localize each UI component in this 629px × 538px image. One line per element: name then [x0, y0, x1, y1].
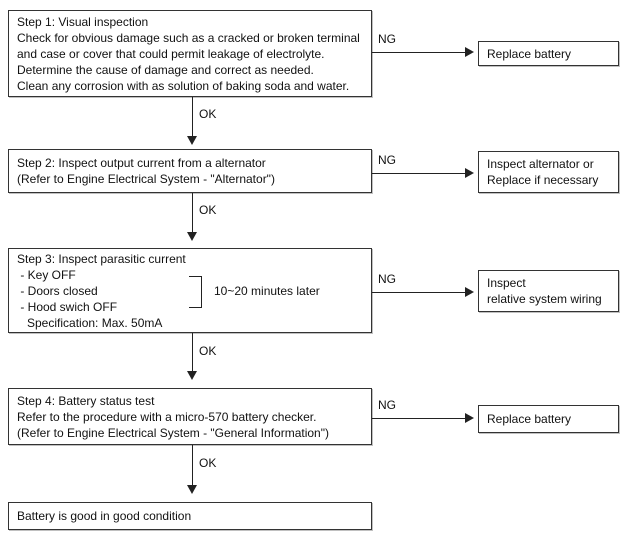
ng-arrow-3-line — [372, 292, 465, 293]
step-4-line-2: Refer to the procedure with a micro-570 battery checker. — [17, 409, 317, 424]
step-1-line-1: Step 1: Visual inspection — [17, 14, 149, 29]
ng-action-1-line-1: Replace battery — [487, 46, 572, 61]
ok-label-2: OK — [199, 203, 217, 217]
ng-arrow-4-line — [372, 418, 465, 419]
step-4-line-3: (Refer to Engine Electrical System - "General Information") — [17, 425, 329, 440]
arrowhead-down-icon — [187, 232, 197, 241]
ng-action-3-box — [478, 270, 619, 312]
ng-action-2-box — [478, 151, 619, 193]
ng-action-3-line-1: Inspect — [487, 276, 526, 290]
ok-arrow-3-line — [192, 333, 193, 371]
ok-label-1: OK — [199, 107, 217, 121]
result-box — [8, 502, 372, 530]
step-1-line-4: Determine the cause of damage and correct as needed. — [17, 62, 314, 77]
arrowhead-right-icon — [465, 47, 474, 57]
step-1-line-3: and case or cover that could permit leakage of electrolyte. — [17, 46, 325, 61]
step-3-line-2: - Key OFF — [17, 267, 76, 282]
step-4-box — [8, 388, 372, 445]
step-2-line-2: (Refer to Engine Electrical System - "Alternator") — [17, 172, 275, 186]
step-3-line-3: - Doors closed — [17, 283, 98, 298]
ng-action-1-box — [478, 41, 619, 66]
ng-action-4-box — [478, 405, 619, 433]
arrowhead-down-icon — [187, 371, 197, 380]
ng-action-2-line-2: Replace if necessary — [487, 173, 599, 187]
ng-action-2-line-1: Inspect alternator or — [487, 157, 594, 171]
ok-label-3: OK — [199, 344, 217, 358]
result-line: Battery is good in good condition — [17, 509, 192, 523]
step-3-line-5: Specification: Max. 50mA — [17, 315, 163, 330]
arrowhead-down-icon — [187, 485, 197, 494]
step-1-box — [8, 10, 372, 97]
arrowhead-down-icon — [187, 136, 197, 145]
timing-bracket — [189, 276, 202, 308]
ok-arrow-4-line — [192, 445, 193, 485]
ng-action-4-line-1: Replace battery — [487, 412, 572, 426]
ok-label-4: OK — [199, 456, 217, 470]
step-1-line-2: Check for obvious damage such as a cracked or broken terminal — [17, 30, 360, 45]
timing-note: 10~20 minutes later — [214, 284, 320, 298]
ng-label-2: NG — [378, 153, 396, 167]
ng-label-4: NG — [378, 398, 396, 412]
step-3-line-1: Step 3: Inspect parasitic current — [17, 251, 186, 266]
step-2-box — [8, 149, 372, 193]
ng-arrow-1-line — [372, 52, 465, 53]
step-2-line-1: Step 2: Inspect output current from a alternator — [17, 156, 266, 170]
ng-label-3: NG — [378, 272, 396, 286]
ok-arrow-2-line — [192, 193, 193, 232]
step-1-line-5: Clean any corrosion with as solution of baking soda and water. — [17, 78, 350, 93]
ng-arrow-2-line — [372, 173, 465, 174]
arrowhead-right-icon — [465, 287, 474, 297]
ng-label-1: NG — [378, 32, 396, 46]
step-4-line-1: Step 4: Battery status test — [17, 393, 155, 408]
step-3-line-4: - Hood swich OFF — [17, 299, 118, 314]
ok-arrow-1-line — [192, 97, 193, 136]
arrowhead-right-icon — [465, 413, 474, 423]
ng-action-3-line-2: relative system wiring — [487, 292, 602, 306]
arrowhead-right-icon — [465, 168, 474, 178]
